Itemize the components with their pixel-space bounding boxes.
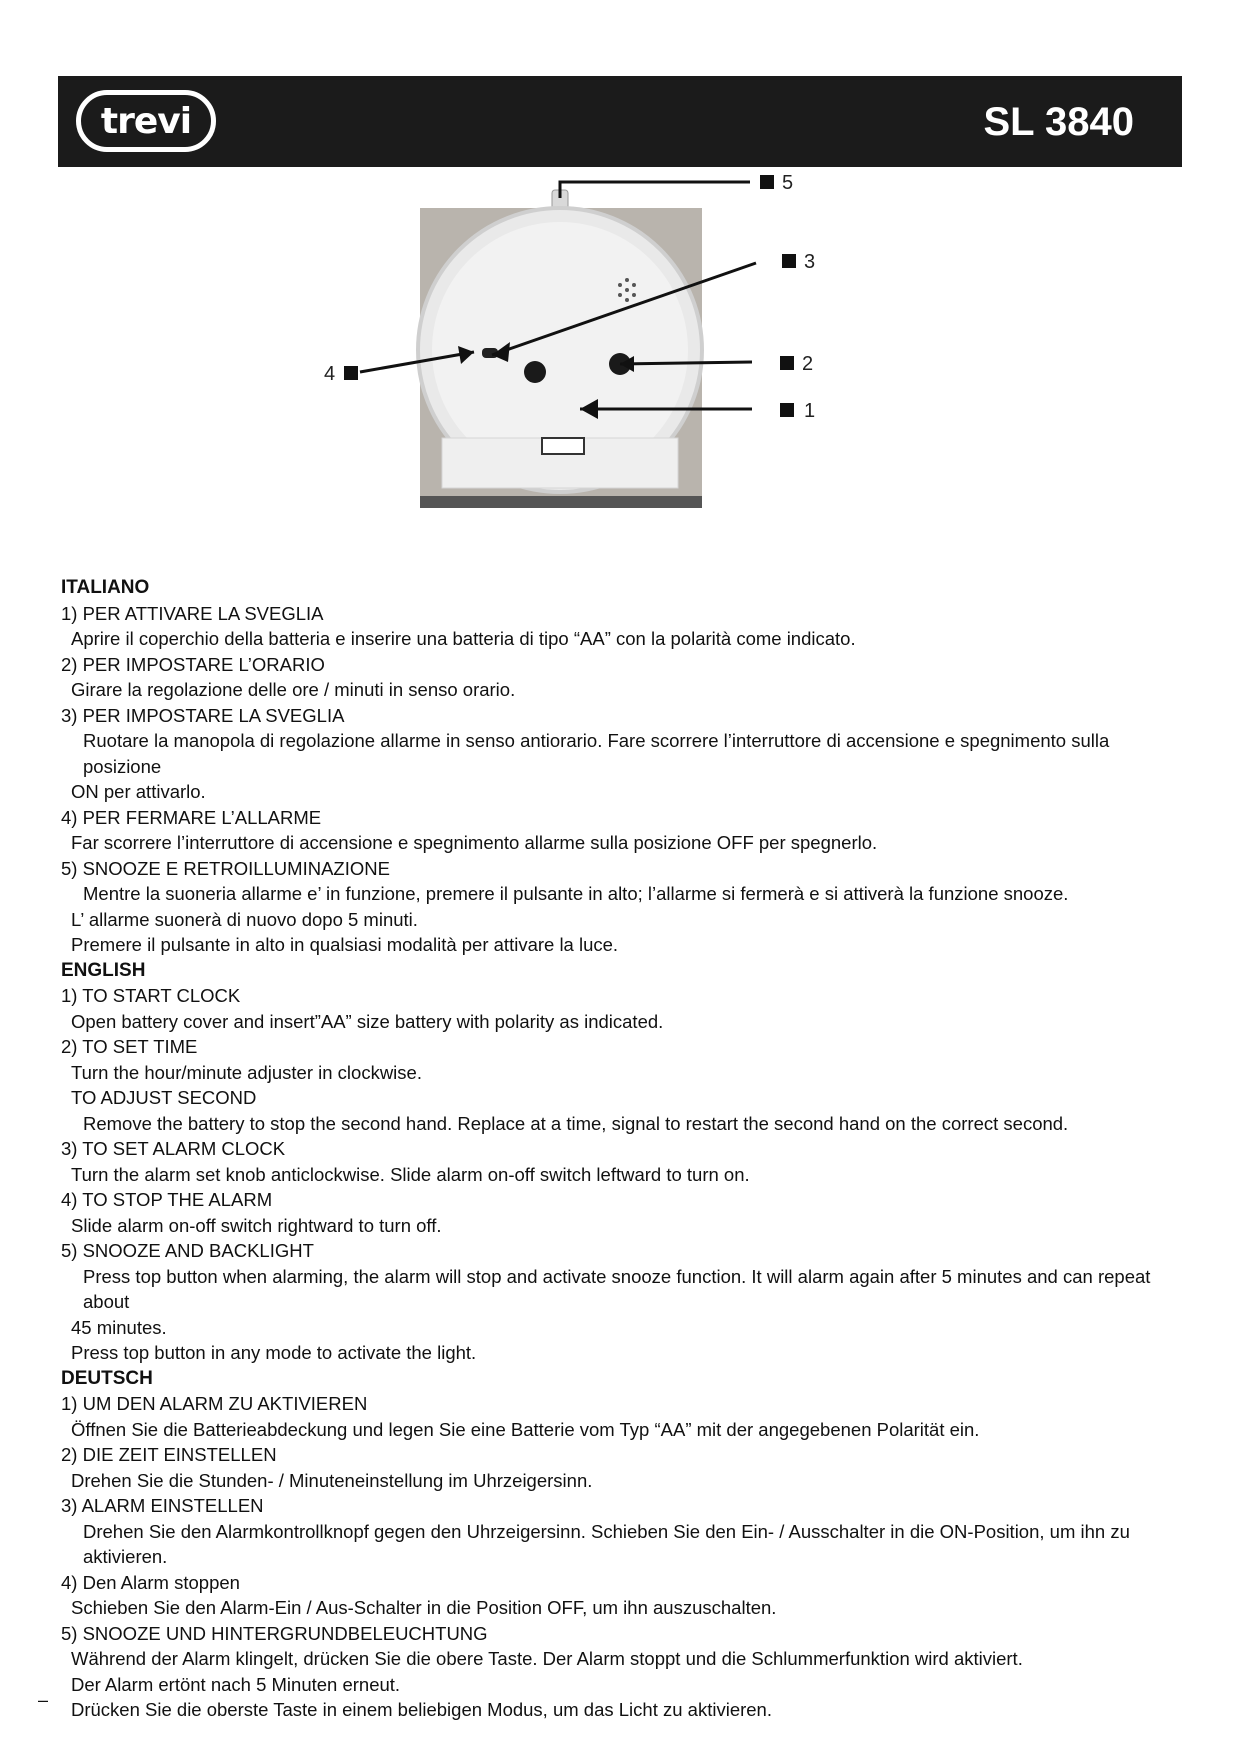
de-step3-body: Drehen Sie den Alarmkontrollknopf gegen den Uhrzeigersinn. Schieben Sie den Ein- / Ausschalter in die ON-Position, um ihn zu aktivieren. <box>83 1520 1130 1567</box>
de-step1-title: 1) UM DEN ALARM ZU AKTIVIEREN <box>61 1393 368 1414</box>
it-step2-body: Girare la regolazione delle ore / minuti in senso orario. <box>71 679 516 700</box>
en-step1-title: 1) TO START CLOCK <box>61 985 241 1006</box>
en-step2-sub-title: TO ADJUST SECOND <box>71 1087 257 1108</box>
it-step3-title: 3) PER IMPOSTARE LA SVEGLIA <box>61 704 345 726</box>
callout-3: 3 <box>804 251 816 273</box>
section-title-italiano: ITALIANO <box>61 577 150 598</box>
de-step5-title: 5) SNOOZE UND HINTERGRUNDBELEUCHTUNG <box>61 1622 488 1644</box>
it-step5-body: Mentre la suoneria allarme e’ in funzione, premere il pulsante in alto; l’allarme si fermerà e si attiverà la funzione snooze. <box>83 883 1069 904</box>
logo-text: trevi <box>100 101 192 142</box>
trevi-logo <box>76 90 216 152</box>
en-step3-title: 3) TO SET ALARM CLOCK <box>61 1138 286 1159</box>
footer-mark: – <box>38 1690 49 1710</box>
en-step4-body: Slide alarm on-off switch rightward to turn off. <box>71 1214 442 1236</box>
en-step5-title: 5) SNOOZE AND BACKLIGHT <box>61 1240 314 1261</box>
time-knob <box>524 361 546 383</box>
callout-1: 1 <box>804 400 816 422</box>
de-step1-body: Öffnen Sie die Batterieabdeckung und legen Sie eine Batterie vom Typ “AA” mit der angegebenen Polarität ein. <box>71 1418 980 1440</box>
it-step3-body: Ruotare la manopola di regolazione allarme in senso antiorario. Fare scorrere l’interruttore di accensione e spegnimento sulla posizione <box>83 730 1110 777</box>
de-step4-body: Schieben Sie den Alarm-Ein / Aus-Schalter in die Position OFF, um ihn auszuschalten. <box>71 1597 777 1618</box>
it-step4-title: 4) PER FERMARE L’ALLARME <box>61 806 322 828</box>
it-step4-body: Far scorrere l’interruttore di accensione e spegnimento allarme sulla posizione OFF per spegnerlo. <box>71 832 878 853</box>
de-step4-title: 4) Den Alarm stoppen <box>61 1571 240 1593</box>
it-step3-body-cont: ON per attivarlo. <box>71 781 206 802</box>
section-title-english: ENGLISH <box>61 959 146 981</box>
en-step4-title: 4) TO STOP THE ALARM <box>61 1189 273 1210</box>
it-step5-title: 5) SNOOZE E RETROILLUMINAZIONE <box>61 857 390 879</box>
it-step5-body-3: Premere il pulsante in alto in qualsiasi modalità per attivare la luce. <box>71 934 619 955</box>
it-step1-title: 1) PER ATTIVARE LA SVEGLIA <box>61 602 324 624</box>
en-step1-body: Open battery cover and insert”AA” size battery with polarity as indicated. <box>71 1010 664 1032</box>
callout-5: 5 <box>782 172 794 194</box>
de-step3-title: 3) ALARM EINSTELLEN <box>61 1495 264 1516</box>
en-step2-body: Turn the hour/minute adjuster in clockwise. <box>71 1061 422 1083</box>
en-step5-body-2: 45 minutes. <box>71 1316 167 1338</box>
callout-2: 2 <box>802 353 814 375</box>
clock-diagram <box>324 170 870 530</box>
de-step5-body-3: Drücken Sie die oberste Taste in einem beliebigen Modus, um das Licht zu aktivieren. <box>71 1699 772 1720</box>
en-step3-body: Turn the alarm set knob anticlockwise. Slide alarm on-off switch leftward to turn on. <box>71 1163 750 1185</box>
it-step2-title: 2) PER IMPOSTARE L’ORARIO <box>61 653 325 675</box>
it-step5-body-2: L’ allarme suonerà di nuovo dopo 5 minuti. <box>71 908 418 930</box>
header-bar <box>58 76 1182 167</box>
it-step1-body: Aprire il coperchio della batteria e inserire una batteria di tipo “AA” con la polarità come indicato. <box>71 628 856 649</box>
de-step5-body: Während der Alarm klingelt, drücken Sie die obere Taste. Der Alarm stoppt und die Schlummerfunktion wird aktiviert. <box>71 1648 1023 1669</box>
de-step2-body: Drehen Sie die Stunden- / Minuteneinstellung im Uhrzeigersinn. <box>71 1469 593 1491</box>
instructions <box>61 575 1181 1723</box>
callout-4: 4 <box>324 363 336 385</box>
de-step5-body-2: Der Alarm ertönt nach 5 Minuten erneut. <box>71 1673 401 1695</box>
de-step2-title: 2) DIE ZEIT EINSTELLEN <box>61 1444 277 1465</box>
en-step2-sub-body: Remove the battery to stop the second hand. Replace at a time, signal to restart the second hand on the correct second. <box>83 1112 1069 1134</box>
en-step5-body: Press top button when alarming, the alarm will stop and activate snooze function. It will alarm again after 5 minutes and can repeat about <box>83 1265 1151 1312</box>
section-title-deutsch: DEUTSCH <box>61 1367 153 1389</box>
model-number: SL 3840 <box>983 100 1134 144</box>
en-step2-title: 2) TO SET TIME <box>61 1036 198 1057</box>
en-step5-body-3: Press top button in any mode to activate the light. <box>71 1342 477 1363</box>
